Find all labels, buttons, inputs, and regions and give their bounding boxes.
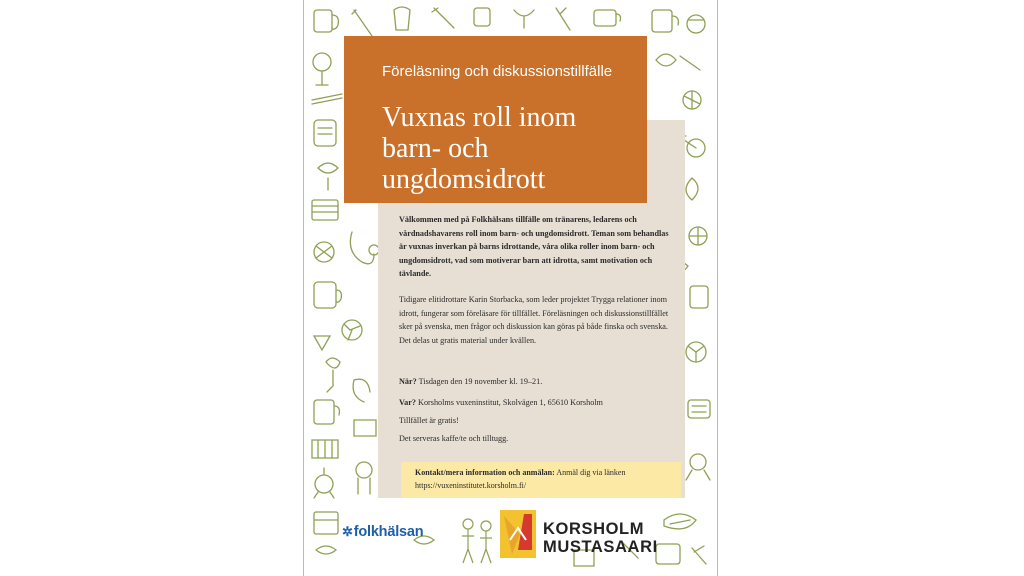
poster-page: [303, 0, 718, 576]
contact-instructions: Anmäl dig via länken: [556, 468, 626, 477]
registration-link[interactable]: https://vuxeninstitutet.korsholm.fi/: [415, 481, 527, 490]
free-line: Tillfället är gratis!: [399, 416, 459, 425]
when-value: Tisdagen den 19 november kl. 19–21.: [418, 377, 543, 386]
people-illustration: [456, 516, 500, 568]
korsholm-logo-text: [543, 520, 658, 556]
contact-box: [401, 462, 681, 498]
korsholm-emblem-icon: [500, 510, 536, 558]
mustasaari-wordmark: MUSTASAARI: [543, 538, 658, 556]
korsholm-wordmark: KORSHOLM: [543, 520, 645, 538]
intro-paragraph: Välkommen med på Folkhälsans tillfälle om tränarens, ledarens och vårdnadshavarens roll inom barn- och ungdomsidrott. Teman som behandlas är vuxnas inverkan på barns idrottande, våra olika roller inom barn- och ungdomsidrott, vad som motiverar barn att idrotta, samt motivation och tävlande.: [399, 215, 669, 279]
contact-text: [415, 466, 677, 492]
contact-label: Kontakt/mera information och anmälan:: [415, 468, 555, 477]
doodles-middle-left: [353, 379, 376, 494]
event-title: Vuxnas roll inom barn- och ungdomsidrott: [382, 102, 577, 195]
doodles-top-row: [394, 7, 621, 30]
when-line: [399, 375, 669, 389]
folkhalsan-logo: [342, 524, 423, 540]
when-label: När?: [399, 377, 417, 386]
refreshments-line: Det serveras kaffe/te och tilltugg.: [399, 434, 509, 443]
event-subtitle: Föreläsning och diskussionstillfälle: [382, 63, 613, 80]
folkhalsan-emblem-icon: ✲: [342, 524, 353, 539]
where-value: Korsholms vuxeninstitut, Skolvägen 1, 65610 Korsholm: [418, 398, 603, 407]
where-label: Var?: [399, 398, 416, 407]
where-line: [399, 396, 669, 410]
description-paragraph: Tidigare elitidrottare Karin Storbacka, som leder projektet Trygga relationer inom idrott, fungerar som föreläsare för tillfället. Föreläsningen och diskussionstillfället sker på svenska, men frågor och diskussion kan göras på både finska och svenska. Det delas ut gratis material under kvällen.: [399, 295, 669, 345]
header-banner: [344, 36, 647, 203]
folkhalsan-wordmark: folkhälsan: [353, 524, 424, 540]
